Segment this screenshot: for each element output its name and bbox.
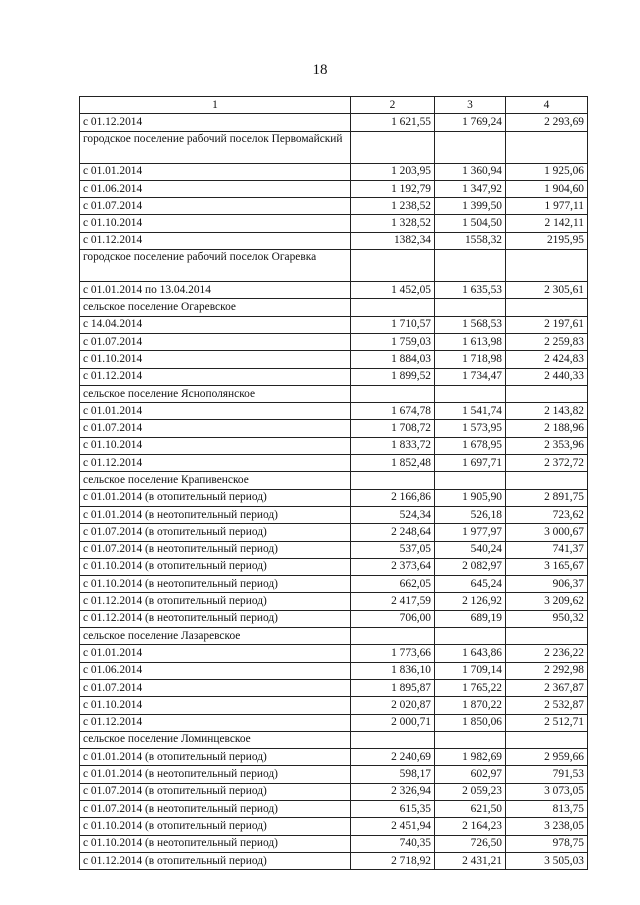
table-row bbox=[80, 835, 588, 852]
value-cell-col4: 3 209,62 bbox=[506, 593, 588, 610]
value-cell-col4: 813,75 bbox=[506, 800, 588, 817]
value-cell-col3: 1 905,90 bbox=[435, 489, 506, 506]
value-cell-col2: 1 328,52 bbox=[351, 215, 435, 232]
value-cell-col2: 2 326,94 bbox=[351, 783, 435, 800]
value-cell-col3: 1 573,95 bbox=[435, 420, 506, 437]
value-cell-col2: 2 417,59 bbox=[351, 593, 435, 610]
table-row bbox=[80, 818, 588, 835]
value-cell-col2: 524,34 bbox=[351, 506, 435, 523]
table-row bbox=[80, 489, 588, 506]
period-cell: с 01.10.2014 (в отопительный период) bbox=[80, 558, 351, 575]
tariff-table bbox=[79, 96, 588, 870]
value-cell-col4: 2 197,61 bbox=[506, 316, 588, 333]
value-cell-col2: 2 240,69 bbox=[351, 749, 435, 766]
value-cell-col3: 602,97 bbox=[435, 766, 506, 783]
table-row bbox=[80, 783, 588, 800]
table-row bbox=[80, 114, 588, 131]
table-row bbox=[80, 524, 588, 541]
section-row bbox=[80, 472, 588, 489]
section-row bbox=[80, 385, 588, 402]
value-cell-col3 bbox=[435, 628, 506, 645]
value-cell-col4: 2 143,82 bbox=[506, 403, 588, 420]
value-cell-col2: 1 452,05 bbox=[351, 282, 435, 299]
value-cell-col4: 2 891,75 bbox=[506, 489, 588, 506]
value-cell-col3: 1 718,98 bbox=[435, 351, 506, 368]
period-cell: с 01.07.2014 (в неотопительный период) bbox=[80, 800, 351, 817]
value-cell-col3: 1 697,71 bbox=[435, 455, 506, 472]
settlement-name-cell: сельское поселение Крапивенское bbox=[80, 472, 351, 489]
table-row bbox=[80, 800, 588, 817]
table-row bbox=[80, 558, 588, 575]
value-cell-col2 bbox=[351, 299, 435, 316]
value-cell-col2: 2 718,92 bbox=[351, 852, 435, 869]
value-cell-col3: 2 059,23 bbox=[435, 783, 506, 800]
value-cell-col3 bbox=[435, 385, 506, 402]
value-cell-col2: 1 192,79 bbox=[351, 180, 435, 197]
period-cell: с 01.07.2014 (в отопительный период) bbox=[80, 524, 351, 541]
section-row bbox=[80, 299, 588, 316]
value-cell-col4: 2 293,69 bbox=[506, 114, 588, 131]
value-cell-col2: 740,35 bbox=[351, 835, 435, 852]
period-cell: с 01.07.2014 bbox=[80, 420, 351, 437]
value-cell-col4: 3 000,67 bbox=[506, 524, 588, 541]
value-cell-col2: 2 373,64 bbox=[351, 558, 435, 575]
value-cell-col4: 3 238,05 bbox=[506, 818, 588, 835]
value-cell-col4: 723,62 bbox=[506, 506, 588, 523]
period-cell: с 01.10.2014 (в неотопительный период) bbox=[80, 576, 351, 593]
value-cell-col4: 1 977,11 bbox=[506, 198, 588, 215]
value-cell-col2: 662,05 bbox=[351, 576, 435, 593]
value-cell-col2 bbox=[351, 472, 435, 489]
table-row bbox=[80, 180, 588, 197]
value-cell-col3: 1 613,98 bbox=[435, 333, 506, 350]
value-cell-col2 bbox=[351, 628, 435, 645]
value-cell-col3: 726,50 bbox=[435, 835, 506, 852]
table-row bbox=[80, 749, 588, 766]
value-cell-col3 bbox=[435, 472, 506, 489]
table-row bbox=[80, 697, 588, 714]
value-cell-col4: 2 512,71 bbox=[506, 714, 588, 731]
value-cell-col4: 2 440,33 bbox=[506, 368, 588, 385]
table-row bbox=[80, 198, 588, 215]
value-cell-col3: 1 635,53 bbox=[435, 282, 506, 299]
value-cell-col4: 2 424,83 bbox=[506, 351, 588, 368]
value-cell-col3: 2 431,21 bbox=[435, 852, 506, 869]
value-cell-col3: 1 709,14 bbox=[435, 662, 506, 679]
value-cell-col4: 2 305,61 bbox=[506, 282, 588, 299]
value-cell-col2: 1 895,87 bbox=[351, 679, 435, 696]
value-cell-col4: 3 505,03 bbox=[506, 852, 588, 869]
settlement-name-cell: сельское поселение Лазаревское bbox=[80, 628, 351, 645]
value-cell-col2: 1 203,95 bbox=[351, 163, 435, 180]
column-header-2: 2 bbox=[351, 97, 435, 114]
period-cell: с 01.01.2014 (в неотопительный период) bbox=[80, 766, 351, 783]
period-cell: с 01.12.2014 (в отопительный период) bbox=[80, 852, 351, 869]
period-cell: с 01.01.2014 bbox=[80, 403, 351, 420]
period-cell: с 01.12.2014 (в отопительный период) bbox=[80, 593, 351, 610]
table-row bbox=[80, 645, 588, 662]
period-cell: с 01.01.2014 (в отопительный период) bbox=[80, 749, 351, 766]
settlement-name-cell: городское поселение рабочий поселок Огаревка bbox=[80, 250, 351, 282]
period-cell: с 01.12.2014 bbox=[80, 714, 351, 731]
period-cell: с 01.12.2014 bbox=[80, 232, 351, 249]
table-row bbox=[80, 610, 588, 627]
value-cell-col3: 1 504,50 bbox=[435, 215, 506, 232]
value-cell-col4: 2 236,22 bbox=[506, 645, 588, 662]
value-cell-col4 bbox=[506, 628, 588, 645]
value-cell-col2: 598,17 bbox=[351, 766, 435, 783]
value-cell-col2: 1 899,52 bbox=[351, 368, 435, 385]
table-row bbox=[80, 714, 588, 731]
period-cell: с 01.12.2014 bbox=[80, 368, 351, 385]
period-cell: с 01.07.2014 (в неотопительный период) bbox=[80, 541, 351, 558]
table-row bbox=[80, 368, 588, 385]
settlement-name-cell: сельское поселение Яснополянское bbox=[80, 385, 351, 402]
table-row bbox=[80, 541, 588, 558]
period-cell: с 01.01.2014 по 13.04.2014 bbox=[80, 282, 351, 299]
value-cell-col3: 1 399,50 bbox=[435, 198, 506, 215]
column-header-3: 3 bbox=[435, 97, 506, 114]
period-cell: с 01.10.2014 bbox=[80, 437, 351, 454]
value-cell-col2 bbox=[351, 385, 435, 402]
value-cell-col4: 2 353,96 bbox=[506, 437, 588, 454]
value-cell-col3 bbox=[435, 299, 506, 316]
value-cell-col4: 2 367,87 bbox=[506, 679, 588, 696]
period-cell: с 01.12.2014 (в неотопительный период) bbox=[80, 610, 351, 627]
value-cell-col3 bbox=[435, 731, 506, 748]
table-row bbox=[80, 163, 588, 180]
value-cell-col4 bbox=[506, 731, 588, 748]
period-cell: с 01.10.2014 (в неотопительный период) bbox=[80, 835, 351, 852]
period-cell: с 01.10.2014 bbox=[80, 351, 351, 368]
table-body bbox=[80, 97, 588, 870]
period-cell: с 01.07.2014 bbox=[80, 333, 351, 350]
value-cell-col4: 2 142,11 bbox=[506, 215, 588, 232]
value-cell-col3: 1 769,24 bbox=[435, 114, 506, 131]
period-cell: с 01.07.2014 bbox=[80, 198, 351, 215]
value-cell-col3: 1 982,69 bbox=[435, 749, 506, 766]
period-cell: с 01.01.2014 (в отопительный период) bbox=[80, 489, 351, 506]
table-header-row bbox=[80, 97, 588, 114]
table-row bbox=[80, 215, 588, 232]
value-cell-col2: 1 773,66 bbox=[351, 645, 435, 662]
value-cell-col3: 1 347,92 bbox=[435, 180, 506, 197]
value-cell-col4: 2 259,83 bbox=[506, 333, 588, 350]
value-cell-col3: 621,50 bbox=[435, 800, 506, 817]
value-cell-col3: 1 850,06 bbox=[435, 714, 506, 731]
value-cell-col2: 1 710,57 bbox=[351, 316, 435, 333]
value-cell-col4: 2 188,96 bbox=[506, 420, 588, 437]
value-cell-col3: 1 541,74 bbox=[435, 403, 506, 420]
value-cell-col2 bbox=[351, 731, 435, 748]
value-cell-col3: 1 568,53 bbox=[435, 316, 506, 333]
value-cell-col4: 2 292,98 bbox=[506, 662, 588, 679]
value-cell-col2: 706,00 bbox=[351, 610, 435, 627]
value-cell-col2: 1 759,03 bbox=[351, 333, 435, 350]
value-cell-col3: 1 870,22 bbox=[435, 697, 506, 714]
period-cell: с 01.07.2014 (в отопительный период) bbox=[80, 783, 351, 800]
value-cell-col4 bbox=[506, 385, 588, 402]
column-header-1: 1 bbox=[80, 97, 351, 114]
value-cell-col3: 1 734,47 bbox=[435, 368, 506, 385]
table-row bbox=[80, 852, 588, 869]
table-row bbox=[80, 437, 588, 454]
period-cell: с 14.04.2014 bbox=[80, 316, 351, 333]
settlement-name-cell: сельское поселение Огаревское bbox=[80, 299, 351, 316]
column-header-4: 4 bbox=[506, 97, 588, 114]
period-cell: с 01.12.2014 bbox=[80, 455, 351, 472]
value-cell-col4: 906,37 bbox=[506, 576, 588, 593]
table-row bbox=[80, 455, 588, 472]
value-cell-col4: 1 925,06 bbox=[506, 163, 588, 180]
period-cell: с 01.10.2014 bbox=[80, 215, 351, 232]
value-cell-col2: 2 020,87 bbox=[351, 697, 435, 714]
value-cell-col4 bbox=[506, 131, 588, 163]
period-cell: с 01.01.2014 bbox=[80, 163, 351, 180]
period-cell: с 01.01.2014 (в неотопительный период) bbox=[80, 506, 351, 523]
section-row bbox=[80, 731, 588, 748]
value-cell-col2: 2 248,64 bbox=[351, 524, 435, 541]
value-cell-col2: 1 674,78 bbox=[351, 403, 435, 420]
table-row bbox=[80, 420, 588, 437]
table-row bbox=[80, 662, 588, 679]
table-row bbox=[80, 506, 588, 523]
value-cell-col2: 1 708,72 bbox=[351, 420, 435, 437]
value-cell-col4 bbox=[506, 472, 588, 489]
value-cell-col4: 791,53 bbox=[506, 766, 588, 783]
value-cell-col2: 537,05 bbox=[351, 541, 435, 558]
value-cell-col4: 3 165,67 bbox=[506, 558, 588, 575]
value-cell-col3: 1 977,97 bbox=[435, 524, 506, 541]
value-cell-col3: 526,18 bbox=[435, 506, 506, 523]
table-row bbox=[80, 333, 588, 350]
value-cell-col2: 1 621,55 bbox=[351, 114, 435, 131]
table-row bbox=[80, 403, 588, 420]
value-cell-col4: 2195,95 bbox=[506, 232, 588, 249]
value-cell-col3: 1 678,95 bbox=[435, 437, 506, 454]
value-cell-col3: 1 643,86 bbox=[435, 645, 506, 662]
value-cell-col2: 2 000,71 bbox=[351, 714, 435, 731]
value-cell-col2: 2 166,86 bbox=[351, 489, 435, 506]
table-row bbox=[80, 282, 588, 299]
period-cell: с 01.10.2014 bbox=[80, 697, 351, 714]
value-cell-col2: 1 238,52 bbox=[351, 198, 435, 215]
value-cell-col4 bbox=[506, 299, 588, 316]
table-row bbox=[80, 766, 588, 783]
value-cell-col2: 615,35 bbox=[351, 800, 435, 817]
period-cell: с 01.10.2014 (в отопительный период) bbox=[80, 818, 351, 835]
page-number: 18 bbox=[312, 62, 328, 78]
value-cell-col3: 1 360,94 bbox=[435, 163, 506, 180]
value-cell-col2: 1 884,03 bbox=[351, 351, 435, 368]
section-row bbox=[80, 250, 588, 282]
value-cell-col3: 2 082,97 bbox=[435, 558, 506, 575]
value-cell-col4: 2 372,72 bbox=[506, 455, 588, 472]
settlement-name-cell: сельское поселение Ломинцевское bbox=[80, 731, 351, 748]
value-cell-col4: 978,75 bbox=[506, 835, 588, 852]
value-cell-col3 bbox=[435, 250, 506, 282]
value-cell-col3: 1558,32 bbox=[435, 232, 506, 249]
value-cell-col3: 2 164,23 bbox=[435, 818, 506, 835]
value-cell-col3: 689,19 bbox=[435, 610, 506, 627]
value-cell-col2: 1 852,48 bbox=[351, 455, 435, 472]
value-cell-col2: 1 833,72 bbox=[351, 437, 435, 454]
table-row bbox=[80, 232, 588, 249]
period-cell: с 01.06.2014 bbox=[80, 662, 351, 679]
table-row bbox=[80, 576, 588, 593]
table-row bbox=[80, 593, 588, 610]
period-cell: с 01.01.2014 bbox=[80, 645, 351, 662]
settlement-name-cell: городское поселение рабочий поселок Первомайский bbox=[80, 131, 351, 163]
value-cell-col4: 741,37 bbox=[506, 541, 588, 558]
period-cell: с 01.07.2014 bbox=[80, 679, 351, 696]
value-cell-col2: 1382,34 bbox=[351, 232, 435, 249]
table-row bbox=[80, 679, 588, 696]
value-cell-col4: 950,32 bbox=[506, 610, 588, 627]
value-cell-col4: 1 904,60 bbox=[506, 180, 588, 197]
table-row bbox=[80, 351, 588, 368]
value-cell-col2: 1 836,10 bbox=[351, 662, 435, 679]
value-cell-col4: 2 959,66 bbox=[506, 749, 588, 766]
value-cell-col2 bbox=[351, 131, 435, 163]
period-cell: с 01.06.2014 bbox=[80, 180, 351, 197]
value-cell-col2: 2 451,94 bbox=[351, 818, 435, 835]
value-cell-col3: 1 765,22 bbox=[435, 679, 506, 696]
value-cell-col3: 540,24 bbox=[435, 541, 506, 558]
value-cell-col4 bbox=[506, 250, 588, 282]
value-cell-col4: 2 532,87 bbox=[506, 697, 588, 714]
value-cell-col2 bbox=[351, 250, 435, 282]
section-row bbox=[80, 628, 588, 645]
period-cell: с 01.12.2014 bbox=[80, 114, 351, 131]
value-cell-col4: 3 073,05 bbox=[506, 783, 588, 800]
value-cell-col3: 645,24 bbox=[435, 576, 506, 593]
value-cell-col3: 2 126,92 bbox=[435, 593, 506, 610]
table-row bbox=[80, 316, 588, 333]
value-cell-col3 bbox=[435, 131, 506, 163]
section-row bbox=[80, 131, 588, 163]
